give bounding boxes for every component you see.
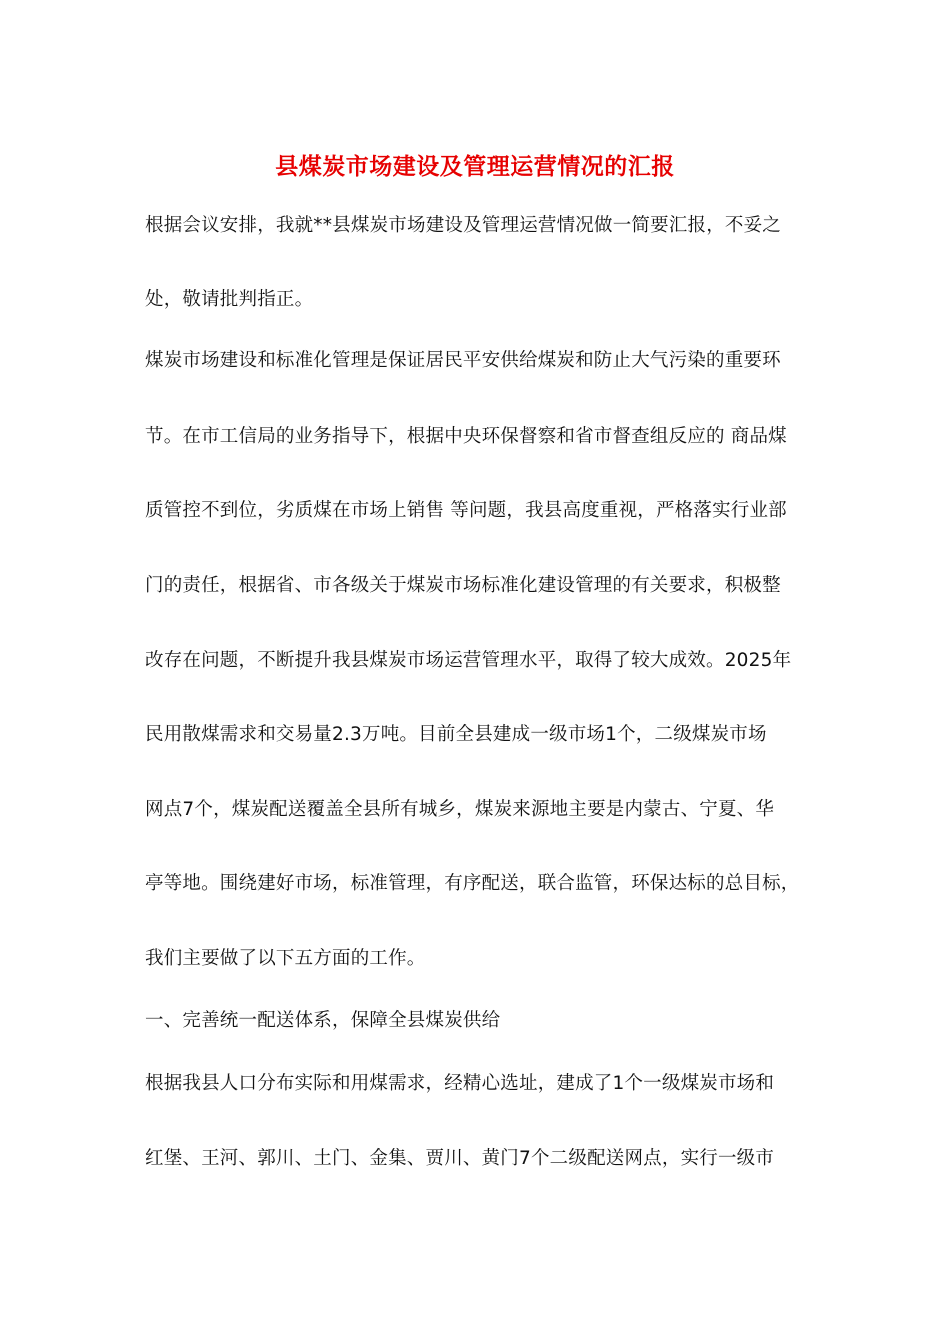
section-heading-1: 一、完善统一配送体系，保障全县煤炭供给 bbox=[145, 1010, 501, 1031]
paragraph-line-9: 网点7个，煤炭配送覆盖全县所有城乡，煤炭来源地主要是内蒙古、宁夏、华 bbox=[145, 799, 775, 820]
paragraph-line-13: 红堡、王河、郭川、土门、金集、贾川、黄门7个二级配送网点，实行一级市 bbox=[145, 1148, 775, 1169]
paragraph-line-4: 节。在市工信局的业务指导下，根据中央环保督察和省市督查组反应的 商品煤 bbox=[145, 426, 787, 447]
paragraph-line-11: 我们主要做了以下五方面的工作。 bbox=[145, 948, 426, 969]
paragraph-line-2: 处，敬请批判指正。 bbox=[145, 289, 314, 310]
paragraph-line-3: 煤炭市场建设和标准化管理是保证居民平安供给煤炭和防止大气污染的重要环 bbox=[145, 350, 781, 371]
paragraph-line-1: 根据会议安排，我就**县煤炭市场建设及管理运营情况做一简要汇报，不妥之 bbox=[145, 215, 782, 236]
paragraph-line-10: 亭等地。围绕建好市场，标准管理，有序配送，联合监管，环保达标的总目标， bbox=[145, 873, 800, 894]
document-title: 县煤炭市场建设及管理运营情况的汇报 bbox=[275, 153, 675, 180]
paragraph-line-6: 门的责任，根据省、市各级关于煤炭市场标准化建设管理的有关要求，积极整 bbox=[145, 575, 781, 596]
paragraph-line-12: 根据我县人口分布实际和用煤需求，经精心选址，建成了1个一级煤炭市场和 bbox=[145, 1073, 775, 1094]
paragraph-line-5: 质管控不到位，劣质煤在市场上销售 等问题，我县高度重视，严格落实行业部 bbox=[145, 500, 787, 521]
paragraph-line-7: 改存在问题，不断提升我县煤炭市场运营管理水平，取得了较大成效。2025年 bbox=[145, 650, 792, 671]
paragraph-line-8: 民用散煤需求和交易量2.3万吨。目前全县建成一级市场1个，二级煤炭市场 bbox=[145, 724, 767, 745]
